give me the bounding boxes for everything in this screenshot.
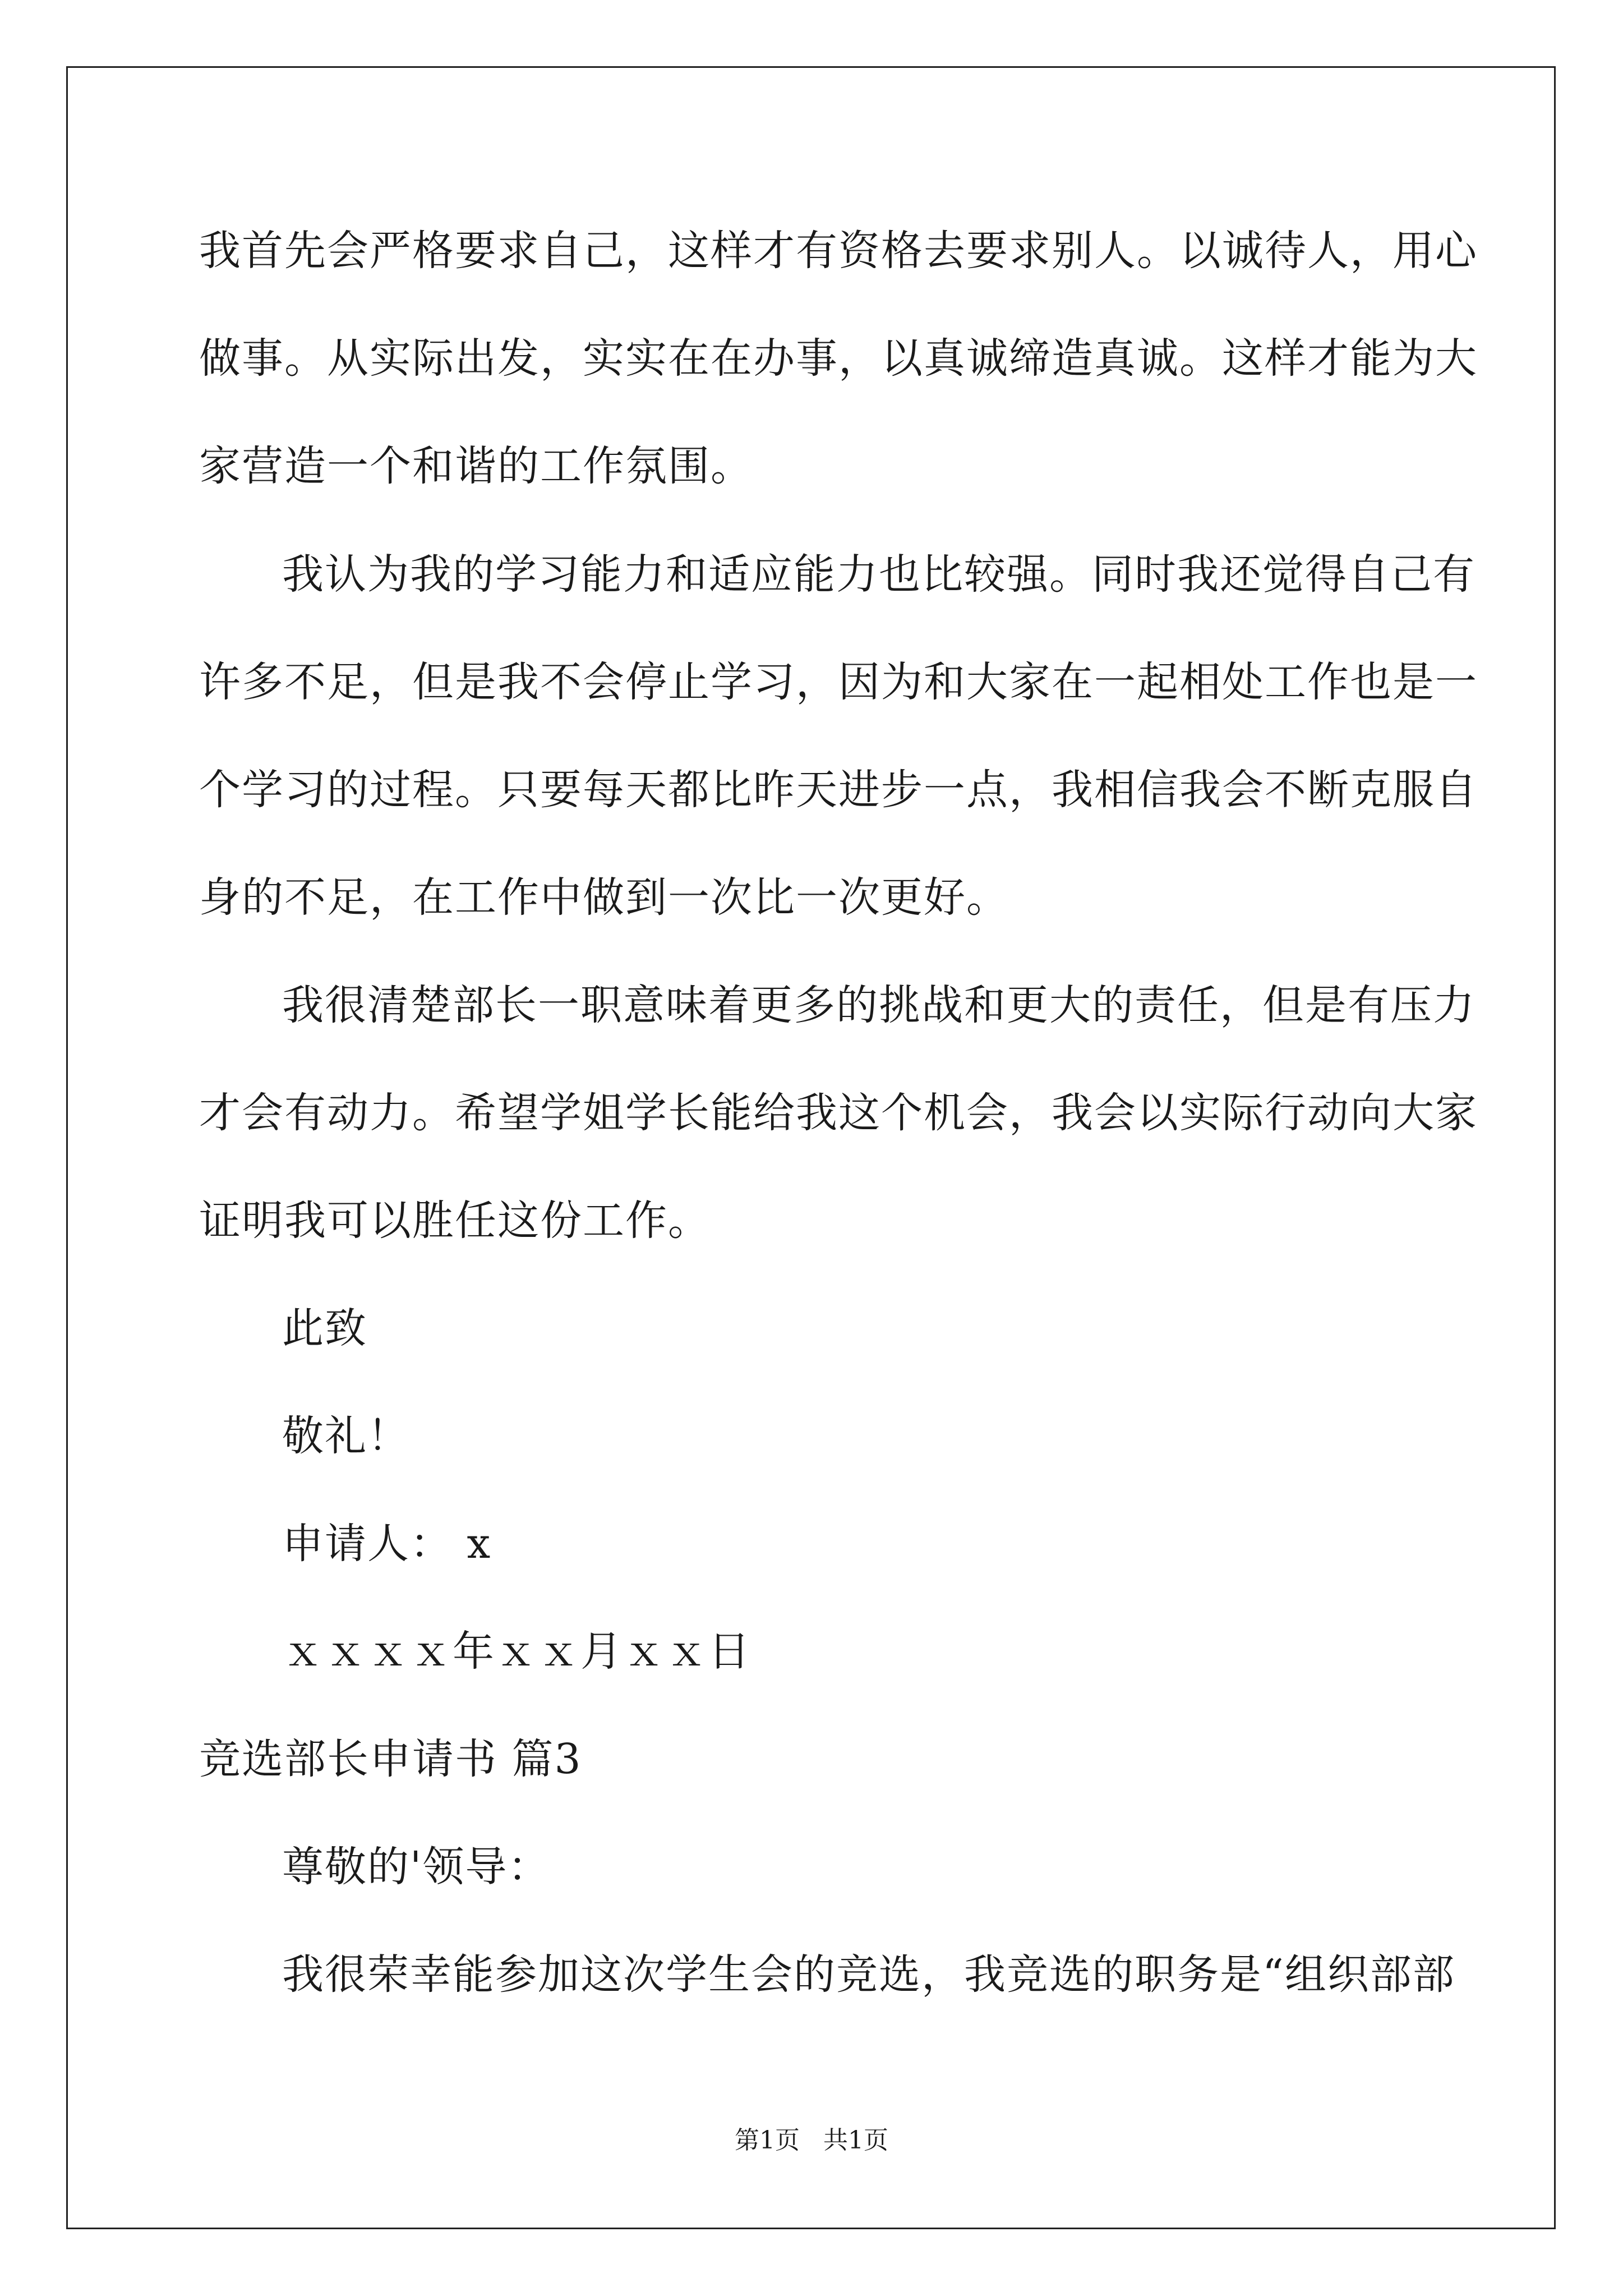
- section-title: 竞选部长申请书 篇3: [199, 1735, 582, 1783]
- paragraph-1-line-2: 做事。从实际出发，实实在在办事，以真诚缔造真诚。这样才能为大: [199, 334, 1478, 383]
- paragraph-3-line-2: 才会有动力。希望学姐学长能给我这个机会，我会以实际行动向大家: [199, 1089, 1478, 1137]
- paragraph-1-line-1: 我首先会严格要求自己，这样才有资格去要求别人。以诚待人，用心: [199, 227, 1478, 275]
- closing-regards: 敬礼！: [282, 1412, 410, 1460]
- date-line: ｘｘｘｘ年ｘｘ月ｘｘ日: [282, 1627, 751, 1676]
- page-border: [66, 66, 1556, 2229]
- page-number-current: 第1页: [735, 2126, 800, 2155]
- greeting: 尊敬的'领导：: [282, 1843, 551, 1891]
- paragraph-4-line-1: 我很荣幸能参加这次学生会的竞选，我竞选的职务是“组织部部: [282, 1950, 1455, 1999]
- paragraph-3-line-3: 证明我可以胜任这份工作。: [199, 1197, 711, 1245]
- paragraph-2-line-4: 身的不足，在工作中做到一次比一次更好。: [199, 873, 1009, 922]
- paragraph-2-line-1: 我认为我的学习能力和适应能力也比较强。同时我还觉得自己有: [282, 550, 1476, 599]
- paragraph-2-line-3: 个学习的过程。只要每天都比昨天进步一点，我相信我会不断克服自: [199, 766, 1478, 814]
- paragraph-3-line-1: 我很清楚部长一职意味着更多的挑战和更大的责任，但是有压力: [282, 981, 1476, 1029]
- paragraph-2-line-2: 许多不足，但是我不会停止学习，因为和大家在一起相处工作也是一: [199, 658, 1478, 706]
- page-number-total: 共1页: [823, 2126, 888, 2155]
- paragraph-1-line-3: 家营造一个和谐的工作氛围。: [199, 442, 753, 490]
- closing-salutation: 此致: [282, 1304, 367, 1352]
- page-footer: [0, 2124, 1623, 2157]
- applicant-line: 申请人： x: [282, 1520, 492, 1568]
